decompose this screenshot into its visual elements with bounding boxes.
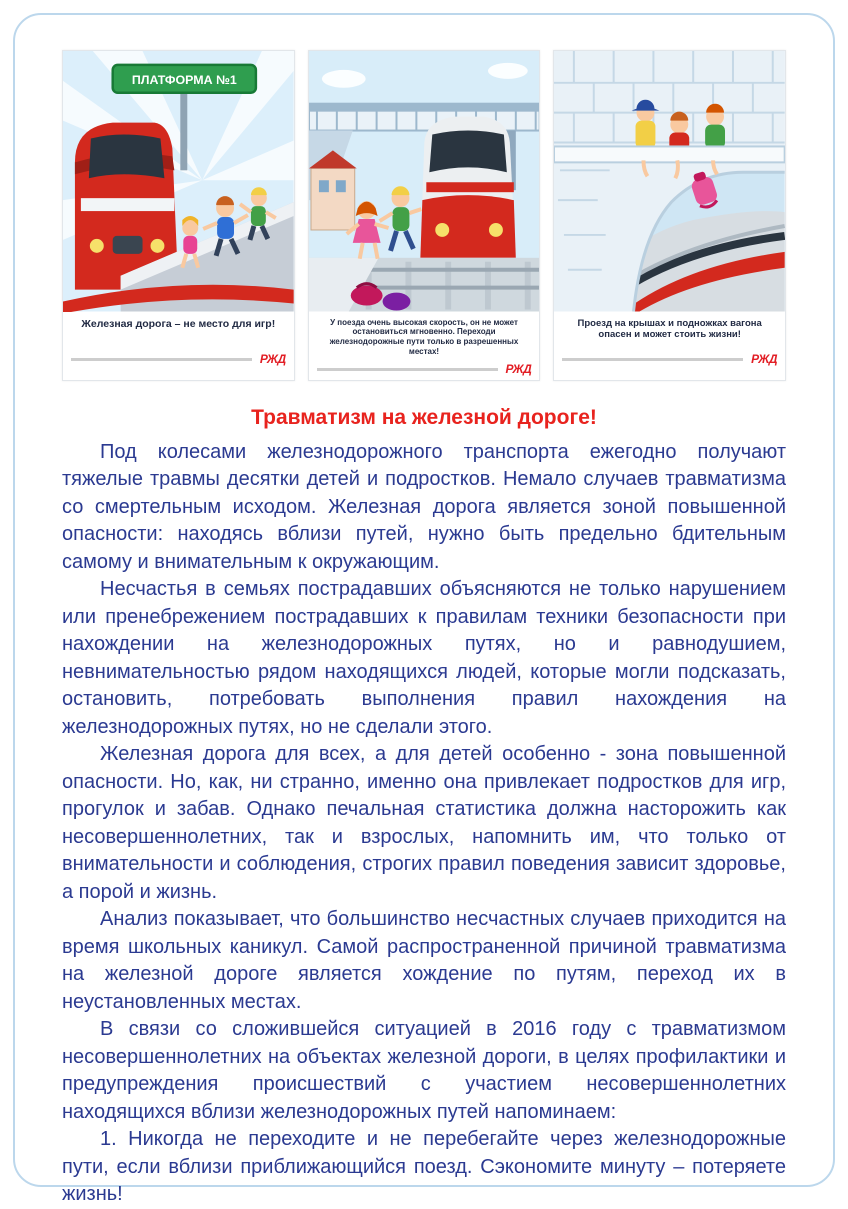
paragraph-causes-negligence: Несчастья в семьях пострадавших объясняются не только нарушением или пренебрежением пострадавших к правилам техники безопасности при нахождении на железнодорожных путях, но и равнодушием, невнимательностью рядом находящихся людей, которые могли подсказать, остановить, потребовать выполнения правил нахождения на железнодорожных путях, но не сделали этого.	[62, 578, 786, 738]
poster-no-place-for-games	[62, 50, 295, 381]
paragraph-danger-zone: Железная дорога для всех, а для детей особенно - зона повышенной опасности. Но, как, ни странно, именно она привлекает подростков для игр, прогулок и забав. Однако печальная статистика должна насторожить как несовершеннолетних, так и взрослых, напомнить им, что только от внимательности и соблюдения, строгих правил поведения зависит здоровье, а порой и жизнь.	[62, 743, 786, 903]
paragraph-injuries-overview: Под колесами железнодорожного транспорта ежегодно получают тяжелые травмы десятки детей и подростков. Немало случаев травматизма со смертельным исходом. Железная дорога является зоной повышенной опасности: находясь вблизи путей, нужно быть предельно бдительным самому и внимательным к окружающим.	[62, 440, 786, 573]
poster-caption: У поезда очень высокая скорость, он не может остановиться мгновенно. Переходи железнодорожные пути только в разрешенных местах!	[329, 317, 519, 356]
article-heading: Травматизм на железной дороге!	[251, 405, 597, 429]
poster-footer	[562, 347, 777, 365]
poster-caption-area	[63, 312, 294, 370]
paragraph-holiday-statistics: Анализ показывает, что большинство несчастных случаев приходится на время школьных каникул. Самой распространенной причиной травматизма на железной дороге является хождение по путям, переход их в неустановленных местах.	[62, 908, 786, 1013]
poster-caption: Проезд на крышах и подножках вагона опасен и может стоить жизни!	[577, 317, 762, 341]
poster-crossing-rules	[308, 50, 541, 381]
page-content	[62, 50, 786, 1209]
paragraph-rule-1: 1. Никогда не переходите и не перебегайте через железнодорожные пути, если вблизи приближающийся поезд. Сэкономите минуту – потеряете жизнь!	[62, 1128, 786, 1205]
poster-illustration-bridge	[554, 51, 785, 312]
poster-footer	[317, 357, 532, 375]
poster-caption-area	[554, 312, 785, 370]
paragraph-2016-situation: В связи со сложившейся ситуацией в 2016 году с травматизмом несовершеннолетних на объектах железной дороги, в целях профилактики и предупреждения происшествий с участием несовершеннолетних находящихся вблизи железнодорожных путей напоминаем:	[62, 1018, 786, 1123]
platform-sign-text: ПЛАТФОРМА №1	[131, 72, 237, 87]
poster-illustration-crossing	[309, 51, 540, 312]
poster-roof-riding-danger	[553, 50, 786, 381]
rzd-logo: РЖД	[751, 351, 778, 366]
poster-illustration-playing	[63, 51, 294, 312]
poster-caption-area	[309, 312, 540, 380]
poster-fineprint-line	[71, 358, 252, 361]
bridge-parapet	[554, 146, 785, 162]
poster-row	[62, 50, 786, 381]
poster-footer	[71, 347, 286, 365]
rzd-logo: РЖД	[505, 361, 532, 376]
train-icon	[420, 117, 515, 258]
poster-fineprint-line	[317, 368, 498, 371]
poster-caption: Железная дорога – не место для игр!	[81, 317, 276, 330]
article-body	[62, 439, 786, 1209]
poster-fineprint-line	[562, 358, 743, 361]
rzd-logo: РЖД	[259, 351, 286, 366]
